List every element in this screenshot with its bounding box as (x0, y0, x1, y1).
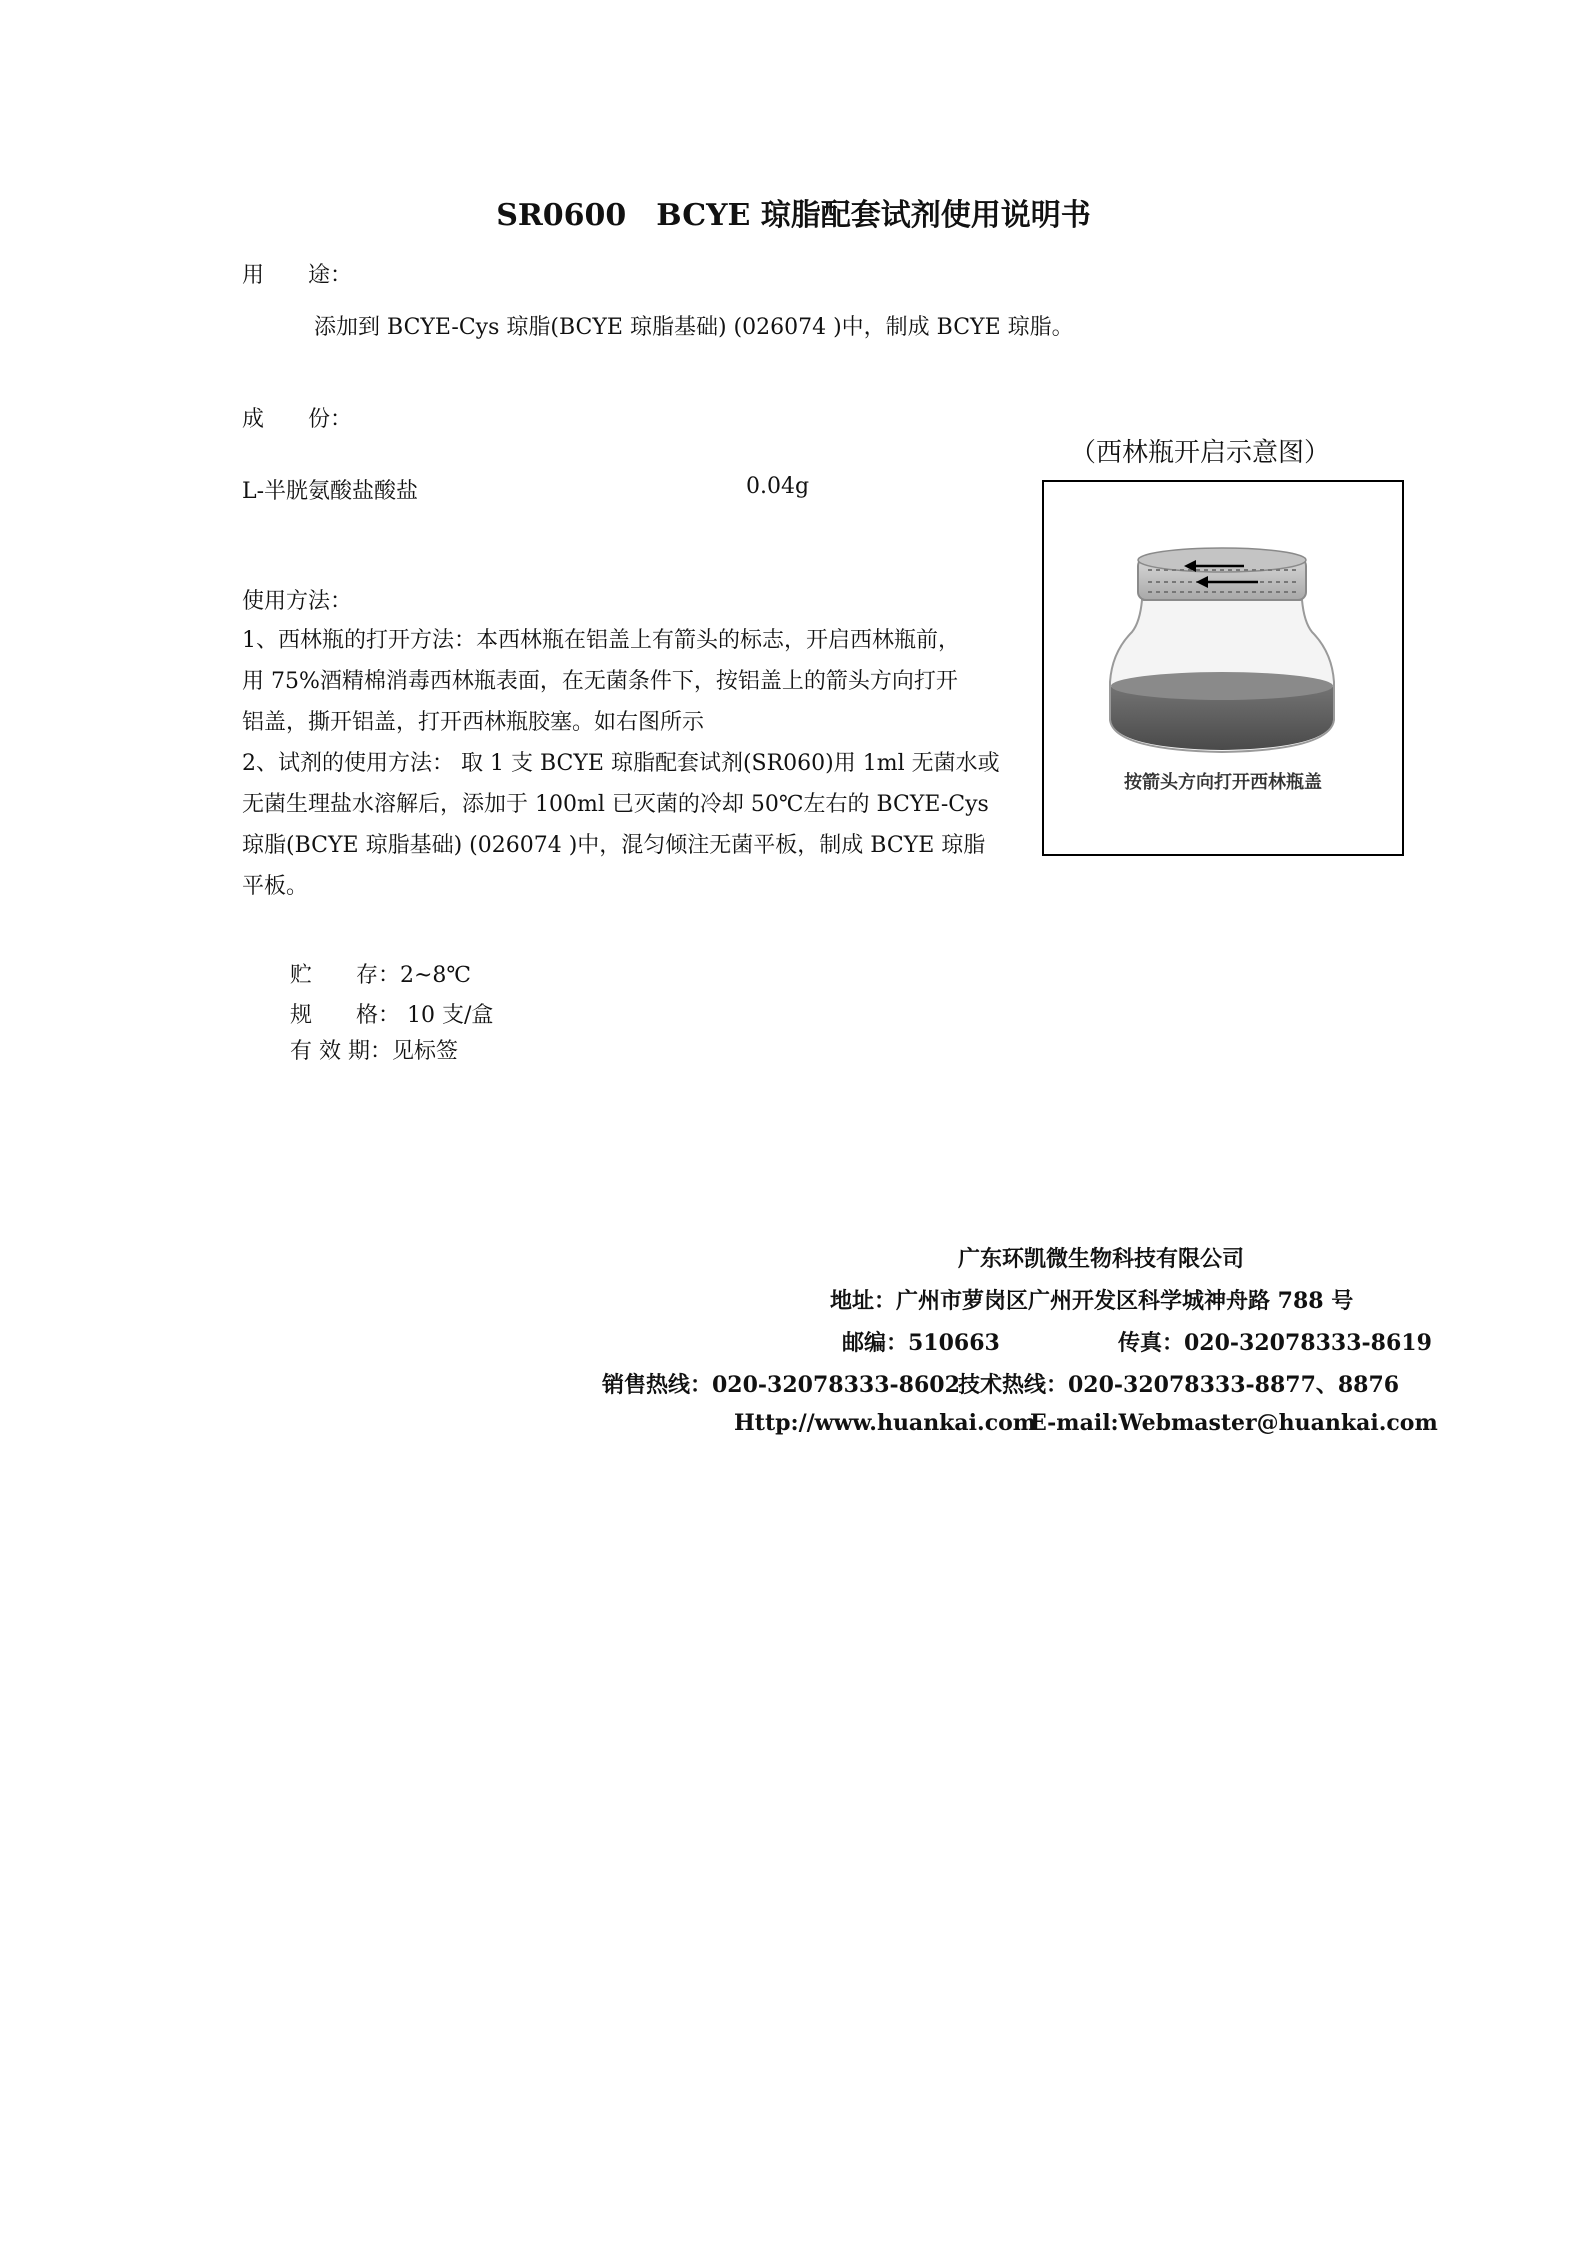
company-address: 地址：广州市萝岗区广州开发区科学城神舟路 788 号 (830, 1288, 1354, 1314)
method-line: 平板。 (242, 874, 309, 899)
company-fax: 传真：020-32078333-8619 (1118, 1330, 1432, 1356)
method-line: 用 75%酒精棉消毒西林瓶表面，在无菌条件下，按铝盖上的箭头方向打开 (242, 669, 958, 694)
usage-text: 添加到 BCYE-Cys 琼脂(BCYE 琼脂基础) (026074 )中，制成 BCYE 琼脂。 (314, 315, 1074, 340)
package-spec: 规 格： 10 支/盒 (290, 1003, 494, 1028)
email-link[interactable]: E-mail:Webmaster@huankai.com (1030, 1410, 1438, 1436)
vial-illustration (1044, 482, 1402, 854)
method-label: 使用方法： (242, 589, 353, 614)
vial-opening-figure (1042, 480, 1404, 856)
sales-hotline: 销售热线：020-32078333-8602 (602, 1372, 960, 1398)
company-postcode: 邮编：510663 (842, 1330, 1000, 1356)
document-title: SR0600 BCYE 琼脂配套试剂使用说明书 (496, 198, 1091, 233)
composition-label: 成 份： (242, 407, 353, 432)
method-line: 琼脂(BCYE 琼脂基础) (026074 )中，混匀倾注无菌平板，制成 BCYE 琼脂 (242, 833, 986, 858)
method-line: 2、试剂的使用方法： 取 1 支 BCYE 琼脂配套试剂(SR060)用 1ml 无菌水或 (242, 751, 1000, 776)
figure-caption: （西林瓶开启示意图） (1070, 438, 1331, 468)
composition-item-name: L-半胱氨酸盐酸盐 (242, 479, 419, 504)
website-link[interactable]: Http://www.huankai.com (734, 1410, 1037, 1436)
composition-item-amount: 0.04g (746, 474, 810, 499)
method-line: 1、西林瓶的打开方法：本西林瓶在铝盖上有箭头的标志，开启西林瓶前， (242, 628, 960, 653)
storage-spec: 贮 存：2~8℃ (290, 963, 472, 988)
method-line: 铝盖，撕开铝盖，打开西林瓶胶塞。如右图所示 (242, 710, 705, 735)
figure-label: 按箭头方向打开西林瓶盖 (1124, 772, 1322, 793)
method-line: 无菌生理盐水溶解后，添加于 100ml 已灭菌的冷却 50℃左右的 BCYE-Cys (242, 792, 989, 817)
method-instructions (242, 620, 1000, 907)
company-name: 广东环凯微生物科技有限公司 (958, 1246, 1245, 1272)
validity-spec: 有 效 期：见标签 (290, 1039, 458, 1064)
usage-label: 用 途： (242, 263, 353, 288)
tech-hotline: 技术热线：020-32078333-8877、8876 (958, 1372, 1400, 1398)
